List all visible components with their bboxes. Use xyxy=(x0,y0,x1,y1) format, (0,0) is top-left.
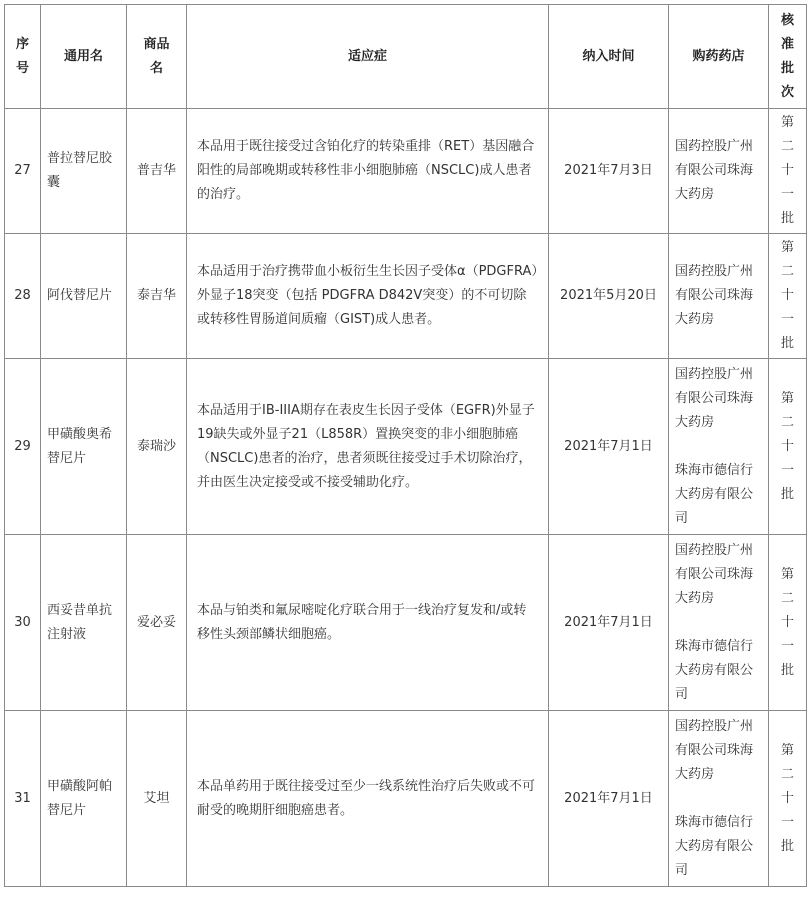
header-brand-name: 商品名 xyxy=(127,5,187,109)
row-pharmacy xyxy=(669,535,769,711)
pharmacy-name: 国药控股广州有限公司珠海大药房 xyxy=(675,139,754,202)
row-pharmacy xyxy=(669,711,769,887)
row-inclusion-date: 2021年7月1日 xyxy=(549,359,669,535)
pharmacy-name: 国药控股广州有限公司珠海大药房 xyxy=(675,718,754,782)
batch-text: 第二十一批 xyxy=(780,390,794,502)
row-approval-batch xyxy=(769,234,807,359)
row-generic-name: 甲磺酸奥希替尼片 xyxy=(41,359,127,535)
row-generic-name: 阿伐替尼片 xyxy=(41,234,127,359)
batch-text: 第二十一批 xyxy=(780,566,794,678)
row-generic-name: 普拉替尼胶囊 xyxy=(41,109,127,234)
header-pharmacy: 购药药店 xyxy=(669,5,769,109)
header-no: 序号 xyxy=(5,5,41,109)
header-approval-batch: 核准批次 xyxy=(769,5,807,109)
header-indication: 适应症 xyxy=(187,5,549,109)
table-row xyxy=(5,711,807,887)
table-row xyxy=(5,535,807,711)
row-indication: 本品适用于治疗携带血小板衍生生长因子受体α（PDGFRA）外显子18突变（包括 PDGFRA D842V突变）的不可切除或转移性胃肠道间质瘤（GIST)成人患者。 xyxy=(187,234,549,359)
row-indication: 本品单药用于既往接受过至少一线系统性治疗后失败或不可耐受的晚期肝细胞癌患者。 xyxy=(187,711,549,887)
row-pharmacy xyxy=(669,109,769,234)
pharmacy-name: 国药控股广州有限公司珠海大药房 xyxy=(675,542,754,606)
header-generic-name: 通用名 xyxy=(41,5,127,109)
row-inclusion-date: 2021年7月1日 xyxy=(549,535,669,711)
row-pharmacy xyxy=(669,234,769,359)
row-no: 31 xyxy=(5,711,41,887)
row-generic-name: 西妥昔单抗注射液 xyxy=(41,535,127,711)
pharmacy-name: 国药控股广州有限公司珠海大药房 xyxy=(675,264,754,327)
pharmacy-name: 国药控股广州有限公司珠海大药房 xyxy=(675,366,754,430)
row-no: 29 xyxy=(5,359,41,535)
row-approval-batch xyxy=(769,109,807,234)
batch-text: 第二十一批 xyxy=(780,742,794,854)
row-inclusion-date: 2021年7月3日 xyxy=(549,109,669,234)
row-no: 28 xyxy=(5,234,41,359)
row-indication: 本品与铂类和氟尿嘧啶化疗联合用于一线治疗复发和/或转移性头颈部鳞状细胞癌。 xyxy=(187,535,549,711)
row-brand-name: 普吉华 xyxy=(127,109,187,234)
table-row xyxy=(5,109,807,234)
row-brand-name: 泰瑞沙 xyxy=(127,359,187,535)
row-brand-name: 艾坦 xyxy=(127,711,187,887)
row-pharmacy xyxy=(669,359,769,535)
row-approval-batch xyxy=(769,359,807,535)
batch-text: 第二十一批 xyxy=(780,115,794,226)
row-generic-name: 甲磺酸阿帕替尼片 xyxy=(41,711,127,887)
pharmacy-name: 珠海市德信行大药房有限公司 xyxy=(675,462,754,526)
row-no: 30 xyxy=(5,535,41,711)
row-brand-name: 爱必妥 xyxy=(127,535,187,711)
row-no: 27 xyxy=(5,109,41,234)
row-approval-batch xyxy=(769,711,807,887)
header-inclusion-date: 纳入时间 xyxy=(549,5,669,109)
pharmacy-name: 珠海市德信行大药房有限公司 xyxy=(675,638,754,702)
table-row xyxy=(5,359,807,535)
table-row xyxy=(5,234,807,359)
row-indication: 本品用于既往接受过含铂化疗的转染重排（RET）基因融合阳性的局部晚期或转移性非小细胞肺癌（NSCLC)成人患者的治疗。 xyxy=(187,109,549,234)
row-brand-name: 泰吉华 xyxy=(127,234,187,359)
row-approval-batch xyxy=(769,535,807,711)
row-indication: 本品适用于IB-IIIA期存在表皮生长因子受体（EGFR)外显子19缺失或外显子21（L858R）置换突变的非小细胞肺癌（NSCLC)患者的治疗，患者须既往接受过手术切除治疗，并由医生决定接受或不接受辅助化疗。 xyxy=(187,359,549,535)
drug-table xyxy=(4,4,807,887)
row-inclusion-date: 2021年5月20日 xyxy=(549,234,669,359)
row-inclusion-date: 2021年7月1日 xyxy=(549,711,669,887)
header-row xyxy=(5,5,807,109)
pharmacy-name: 珠海市德信行大药房有限公司 xyxy=(675,814,754,878)
batch-text: 第二十一批 xyxy=(780,240,794,351)
